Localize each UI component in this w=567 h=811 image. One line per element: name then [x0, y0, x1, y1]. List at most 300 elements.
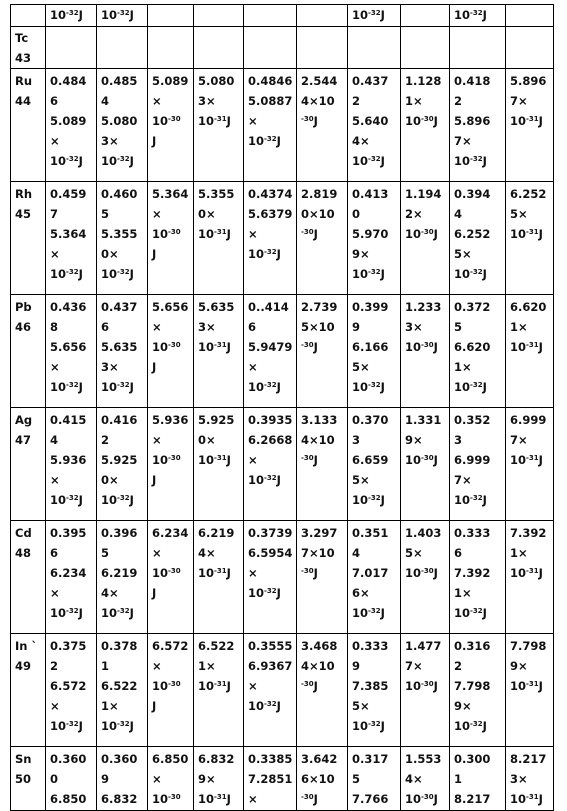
cell-line: 49: [15, 659, 32, 673]
cell-line: Sn: [15, 752, 32, 766]
cell-line: 5.925: [101, 453, 138, 467]
cell-line: 9×: [198, 772, 216, 786]
cell-line: $^{-30}$J: [301, 679, 318, 693]
cell-line: $10^{-32}J$: [454, 154, 487, 168]
cell-line: 6×: [352, 586, 370, 600]
cell-line: 0.351: [352, 526, 389, 540]
cell-line: 3×: [198, 320, 216, 334]
cell-line: $10^{-31}J$: [510, 679, 543, 693]
cell-line: $10^{-32}J$: [50, 719, 83, 733]
cell-line: 0.333: [352, 639, 389, 653]
cell-line: 5.355: [101, 227, 138, 241]
value-cell: [97, 5, 148, 27]
cell-line: 7×10: [301, 546, 335, 560]
value-cell: [297, 182, 348, 295]
cell-line: 6.572: [152, 639, 189, 653]
cell-line: $10^{-32}J$: [50, 154, 83, 168]
value-cell: [348, 408, 401, 521]
cell-line: Ag: [15, 413, 33, 427]
value-cell: [450, 747, 506, 811]
value-cell: [148, 182, 194, 295]
cell-line: ×: [248, 360, 258, 374]
cell-line: $10^{-30}$: [152, 792, 181, 806]
cell-line: 5.896: [510, 74, 547, 88]
cell-line: 6: [454, 546, 463, 560]
value-cell: [244, 5, 297, 27]
cell-line: 5.970: [352, 227, 389, 241]
cell-line: $10^{-30}$: [152, 340, 181, 354]
cell-line: 5.925: [198, 413, 235, 427]
cell-line: 0.396: [101, 526, 138, 540]
value-cell: [401, 27, 450, 69]
value-cell: [450, 634, 506, 747]
cell-line: 0.399: [352, 300, 389, 314]
value-cell: [506, 5, 554, 27]
cell-line: 1.553: [405, 752, 442, 766]
cell-line: 0.3739: [248, 526, 293, 540]
value-cell: [194, 182, 244, 295]
table-row: [11, 69, 554, 182]
value-cell: [297, 634, 348, 747]
cell-line: 7×: [510, 433, 528, 447]
cell-line: $10^{-30}$: [152, 566, 181, 580]
cell-line: 0×10: [301, 207, 335, 221]
cell-line: 5×: [405, 546, 423, 560]
cell-line: 1: [454, 772, 463, 786]
cell-line: $10^{-31}J$: [198, 792, 231, 806]
element-cell: [11, 747, 46, 811]
cell-line: 4×10: [301, 659, 335, 673]
cell-line: 7.798: [454, 679, 491, 693]
cell-line: 6.999: [454, 453, 491, 467]
cell-line: 0..414: [248, 300, 289, 314]
table-row: [11, 27, 554, 69]
cell-line: 2.739: [301, 300, 338, 314]
cell-line: 6: [50, 546, 59, 560]
cell-line: $^{-30}$J: [301, 453, 318, 467]
value-cell: [506, 747, 554, 811]
cell-line: 3.642: [301, 752, 338, 766]
cell-line: 8.217: [454, 792, 491, 806]
cell-line: $10^{-32}J$: [454, 606, 487, 620]
cell-line: 1×: [454, 360, 472, 374]
cell-line: 0×: [101, 247, 119, 261]
value-cell: [450, 182, 506, 295]
value-cell: [46, 27, 97, 69]
cell-line: $^{-30}$J: [301, 114, 318, 128]
cell-line: 6.5954: [248, 546, 293, 560]
value-cell: [401, 5, 450, 27]
cell-line: $10^{-31}J$: [510, 792, 543, 806]
table-row: [11, 521, 554, 634]
cell-line: 4: [50, 433, 59, 447]
value-cell: [297, 295, 348, 408]
cell-line: J: [152, 247, 157, 261]
element-cell: [11, 408, 46, 521]
cell-line: 4: [454, 207, 463, 221]
cell-line: 1×: [101, 699, 119, 713]
cell-line: 7.798: [510, 639, 547, 653]
value-cell: [348, 182, 401, 295]
cell-line: $10^{-32}J$: [248, 380, 281, 394]
cell-line: 5.9479: [248, 340, 293, 354]
cell-line: 0.370: [352, 413, 389, 427]
value-cell: [46, 69, 97, 182]
cell-line: $10^{-32}J$: [248, 134, 281, 148]
cell-line: $10^{-32}J$: [248, 473, 281, 487]
value-cell: [297, 5, 348, 27]
cell-line: 43: [15, 51, 32, 65]
cell-line: 0.316: [454, 639, 491, 653]
cell-line: 0: [50, 772, 59, 786]
cell-line: ×: [248, 566, 258, 580]
cell-line: 1: [101, 659, 110, 673]
cell-line: $10^{-30}J$: [405, 566, 438, 580]
value-cell: [97, 408, 148, 521]
element-cell: [11, 69, 46, 182]
cell-line: 6.832: [101, 792, 138, 806]
cell-line: $10^{-32}J$: [352, 154, 385, 168]
cell-line: 6.522: [101, 679, 138, 693]
cell-line: 9: [352, 320, 361, 334]
cell-line: 5.635: [198, 300, 235, 314]
cell-line: ×: [152, 320, 162, 334]
cell-line: 5.936: [50, 453, 87, 467]
cell-line: 3×: [198, 94, 216, 108]
cell-line: $10^{-32}J$: [101, 267, 134, 281]
value-cell: [450, 69, 506, 182]
value-cell: [244, 295, 297, 408]
value-cell: [506, 182, 554, 295]
cell-line: 9: [352, 659, 361, 673]
cell-line: J: [152, 134, 157, 148]
cell-line: 4×: [198, 546, 216, 560]
cell-line: 4×10: [301, 94, 335, 108]
cell-line: $10^{-30}J$: [405, 114, 438, 128]
cell-line: 1.194: [405, 187, 442, 201]
cell-line: 1×: [454, 586, 472, 600]
cell-line: 0.333: [454, 526, 491, 540]
cell-line: 9×: [405, 433, 423, 447]
cell-line: 4×: [352, 134, 370, 148]
value-cell: [46, 182, 97, 295]
value-cell: [194, 634, 244, 747]
value-cell: [244, 182, 297, 295]
cell-line: 1.233: [405, 300, 442, 314]
value-cell: [506, 295, 554, 408]
cell-line: 4: [352, 546, 361, 560]
cell-line: $10^{-30}J$: [405, 679, 438, 693]
value-cell: [194, 27, 244, 69]
cell-line: 6.9367: [248, 659, 293, 673]
cell-line: $10^{-30}$: [152, 227, 181, 241]
value-cell: [297, 408, 348, 521]
value-cell: [148, 408, 194, 521]
value-cell: [348, 747, 401, 811]
cell-line: ×: [248, 227, 258, 241]
cell-line: ×: [50, 134, 60, 148]
value-cell: [244, 27, 297, 69]
cell-line: 9×: [454, 699, 472, 713]
cell-line: 6: [101, 320, 110, 334]
value-cell: [297, 521, 348, 634]
cell-line: ×: [50, 247, 60, 261]
cell-line: 6.219: [198, 526, 235, 540]
cell-line: 6.234: [152, 526, 189, 540]
value-cell: [148, 747, 194, 811]
cell-line: 0.459: [50, 187, 87, 201]
cell-line: $10^{-32}J$: [454, 267, 487, 281]
cell-line: 0.3555: [248, 639, 293, 653]
cell-line: ×: [50, 699, 60, 713]
cell-line: 0.360: [101, 752, 138, 766]
cell-line: 0.485: [101, 74, 138, 88]
value-cell: [46, 408, 97, 521]
cell-line: 5: [101, 207, 110, 221]
cell-line: $^{-30}$J: [301, 340, 318, 354]
cell-line: 0.437: [101, 300, 138, 314]
cell-line: 0.3935: [248, 413, 293, 427]
cell-line: 5×: [454, 247, 472, 261]
cell-line: 0.413: [352, 187, 389, 201]
cell-line: 5.080: [101, 114, 138, 128]
cell-line: 0.418: [454, 74, 491, 88]
cell-line: 0.3385: [248, 752, 293, 766]
cell-line: 45: [15, 207, 32, 221]
cell-line: $10^{-32}J$: [50, 606, 83, 620]
value-cell: [194, 521, 244, 634]
cell-line: 6.572: [50, 679, 87, 693]
cell-line: $10^{-32}J$: [454, 493, 487, 507]
value-cell: [194, 408, 244, 521]
cell-line: Ru: [15, 74, 33, 88]
value-cell: [97, 747, 148, 811]
cell-line: 1×: [198, 659, 216, 673]
value-cell: [148, 634, 194, 747]
cell-line: 5: [352, 772, 361, 786]
cell-line: 7×: [510, 94, 528, 108]
cell-line: 0×: [101, 473, 119, 487]
cell-line: $10^{-31}J$: [510, 453, 543, 467]
value-cell: [348, 27, 401, 69]
cell-line: 5×: [352, 699, 370, 713]
cell-line: 2.544: [301, 74, 338, 88]
cell-line: $10^{-32}J$: [50, 267, 83, 281]
cell-line: 5.0887: [248, 94, 293, 108]
cell-line: $10^{-32}J$: [50, 8, 83, 22]
cell-line: $10^{-30}$: [152, 114, 181, 128]
cell-line: ×: [50, 473, 60, 487]
cell-line: 5.089: [152, 74, 189, 88]
cell-line: 44: [15, 94, 32, 108]
value-cell: [97, 182, 148, 295]
cell-line: 47: [15, 433, 32, 447]
cell-line: 3.133: [301, 413, 338, 427]
value-cell: [194, 69, 244, 182]
table-row: [11, 182, 554, 295]
value-cell: [148, 521, 194, 634]
cell-line: $10^{-31}J$: [198, 679, 231, 693]
cell-line: $10^{-31}J$: [198, 453, 231, 467]
element-cell: [11, 295, 46, 408]
table-row: [11, 408, 554, 521]
cell-line: 4×: [101, 586, 119, 600]
cell-line: 5.936: [152, 413, 189, 427]
cell-line: $10^{-32}J$: [101, 719, 134, 733]
cell-line: $10^{-32}J$: [50, 493, 83, 507]
cell-line: J: [152, 473, 157, 487]
cell-line: 8.217: [510, 752, 547, 766]
cell-line: 0.360: [50, 752, 87, 766]
cell-line: 5.635: [101, 340, 138, 354]
cell-line: $10^{-31}J$: [510, 114, 543, 128]
cell-line: 6.252: [454, 227, 491, 241]
cell-line: 6×10: [301, 772, 335, 786]
cell-line: $10^{-32}J$: [454, 719, 487, 733]
cell-line: 0.300: [454, 752, 491, 766]
cell-line: 3: [454, 433, 463, 447]
cell-line: 6.850: [152, 752, 189, 766]
cell-line: ×: [248, 792, 258, 806]
cell-line: $10^{-32}J$: [352, 719, 385, 733]
cell-line: 6.2668: [248, 433, 293, 447]
cell-line: 6: [248, 320, 257, 334]
cell-line: 3×: [101, 360, 119, 374]
cell-line: 5.355: [198, 187, 235, 201]
value-cell: [506, 69, 554, 182]
cell-line: ×: [152, 433, 162, 447]
cell-line: 0×: [198, 433, 216, 447]
element-cell: [11, 634, 46, 747]
cell-line: $10^{-32}J$: [248, 247, 281, 261]
cell-line: 46: [15, 320, 32, 334]
cell-line: $10^{-31}J$: [510, 566, 543, 580]
cell-line: $10^{-32}J$: [454, 8, 487, 22]
cell-line: $10^{-30}$: [152, 679, 181, 693]
value-cell: [401, 69, 450, 182]
value-cell: [297, 69, 348, 182]
value-cell: [348, 69, 401, 182]
cell-line: 0.375: [50, 639, 87, 653]
value-cell: [506, 634, 554, 747]
value-cell: [244, 747, 297, 811]
cell-line: $10^{-31}J$: [510, 227, 543, 241]
cell-line: $10^{-31}J$: [198, 340, 231, 354]
value-cell: [46, 5, 97, 27]
value-cell: [401, 747, 450, 811]
cell-line: 7×: [454, 134, 472, 148]
value-cell: [401, 634, 450, 747]
value-cell: [450, 5, 506, 27]
cell-line: 5.656: [152, 300, 189, 314]
cell-line: $10^{-32}J$: [352, 8, 385, 22]
element-cell: [11, 5, 46, 27]
cell-line: $10^{-31}J$: [198, 566, 231, 580]
cell-line: Rh: [15, 187, 33, 201]
cell-line: 5×10: [301, 320, 335, 334]
cell-line: 3×: [101, 134, 119, 148]
cell-line: 7×: [454, 473, 472, 487]
value-cell: [194, 5, 244, 27]
cell-line: ×: [248, 453, 258, 467]
cell-line: 0.436: [50, 300, 87, 314]
cell-line: 0.416: [101, 413, 138, 427]
cell-line: $10^{-32}J$: [101, 8, 134, 22]
value-cell: [194, 295, 244, 408]
cell-line: 9×: [510, 659, 528, 673]
cell-line: $10^{-31}J$: [510, 340, 543, 354]
cell-line: In `: [15, 639, 38, 653]
cell-line: $^{-30}$J: [301, 792, 318, 806]
cell-line: $10^{-30}J$: [405, 792, 438, 806]
cell-line: $10^{-32}J$: [454, 380, 487, 394]
cell-line: 6.234: [50, 566, 87, 580]
value-cell: [450, 408, 506, 521]
data-table: [10, 4, 554, 811]
cell-line: 0.415: [50, 413, 87, 427]
value-cell: [148, 27, 194, 69]
cell-line: 4×10: [301, 433, 335, 447]
cell-line: 6.166: [352, 340, 389, 354]
cell-line: 1.477: [405, 639, 442, 653]
cell-line: 7.392: [510, 526, 547, 540]
value-cell: [97, 69, 148, 182]
value-cell: [450, 295, 506, 408]
cell-line: 4×: [405, 772, 423, 786]
cell-line: 6.620: [454, 340, 491, 354]
cell-line: $10^{-32}J$: [101, 154, 134, 168]
cell-line: 3: [352, 433, 361, 447]
cell-line: 2: [454, 659, 463, 673]
cell-line: 1×: [510, 546, 528, 560]
value-cell: [244, 408, 297, 521]
cell-line: ×: [152, 94, 162, 108]
cell-line: 1.331: [405, 413, 442, 427]
cell-line: ×: [152, 207, 162, 221]
cell-line: 5.364: [50, 227, 87, 241]
cell-line: J: [152, 699, 157, 713]
value-cell: [506, 27, 554, 69]
cell-line: 5×: [510, 207, 528, 221]
cell-line: 7: [50, 207, 59, 221]
cell-line: 7.385: [352, 679, 389, 693]
cell-line: 2×: [405, 207, 423, 221]
cell-line: 2.819: [301, 187, 338, 201]
cell-line: 5.896: [454, 114, 491, 128]
cell-line: Tc: [15, 31, 29, 45]
cell-line: 6.832: [198, 752, 235, 766]
cell-line: 6: [50, 94, 59, 108]
cell-line: 9: [101, 772, 110, 786]
element-cell: [11, 521, 46, 634]
cell-line: $10^{-32}J$: [101, 606, 134, 620]
element-cell: [11, 27, 46, 69]
value-cell: [97, 295, 148, 408]
value-cell: [401, 295, 450, 408]
value-cell: [297, 27, 348, 69]
cell-line: 2: [101, 433, 110, 447]
value-cell: [46, 521, 97, 634]
value-cell: [348, 521, 401, 634]
cell-line: $10^{-32}J$: [352, 493, 385, 507]
cell-line: ×: [248, 679, 258, 693]
cell-line: Cd: [15, 526, 32, 540]
cell-line: 7.2851: [248, 772, 293, 786]
cell-line: J: [152, 586, 157, 600]
table-row: [11, 634, 554, 747]
value-cell: [97, 521, 148, 634]
cell-line: 0.372: [454, 300, 491, 314]
